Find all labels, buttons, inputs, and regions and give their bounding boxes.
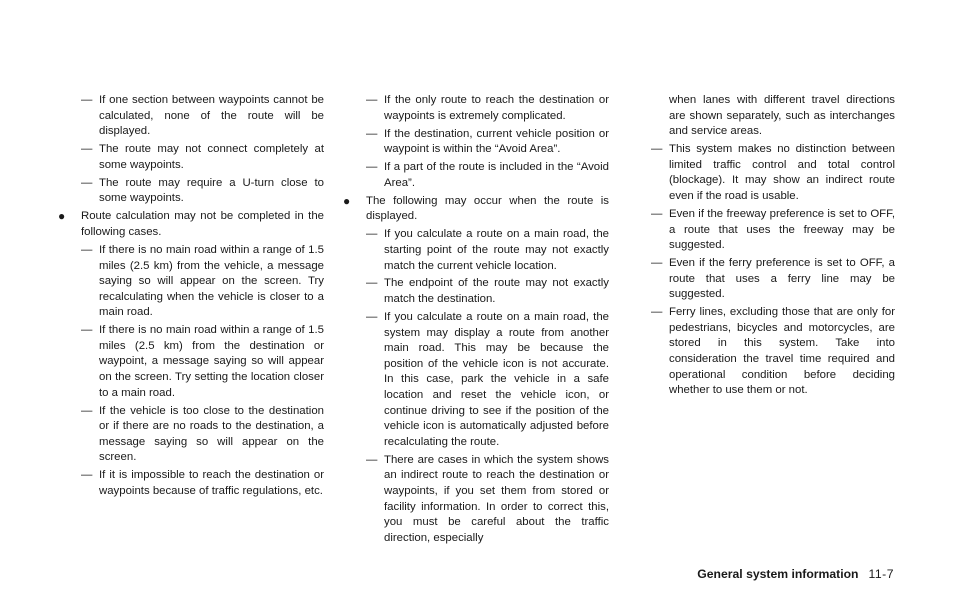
list-item-text: If you calculate a route on a main road, the starting point of the route may not exactly match the current vehicle location. [384,228,609,272]
list-item-text: The route may require a U-turn close to some waypoints. [99,176,324,205]
list-item [58,243,324,321]
list-item-text: The endpoint of the route may not exactly match the destination. [384,277,609,306]
list-item [343,160,609,191]
dash-marker: — [366,94,378,106]
bullet-item-text: The following may occur when the route is displayed. [366,194,609,223]
dash-marker: — [81,404,93,417]
list-item-text: If one section between waypoints cannot be calculated, none of the route will be displayed. [99,94,324,138]
list-item-text: If you calculate a route on a main road, the system may display a route from another main road. This may be because the position of the vehicle icon is not accurate. In this case, park the vehicle in a safe location and reset the vehicle icon, or continue driving to see if the position of the vehicle icon is automatically adjusted before recalculating the route. [384,311,609,448]
list-item-text: This system makes no distinction between limited traffic control and total control (blockage). It may show an indirect route even if the road is usable. [669,143,895,202]
list-item-text: If a part of the route is included in the “Avoid Area”. [384,161,609,189]
list-item-text: Even if the ferry preference is set to OFF, a route that uses a ferry line may be suggested. [669,257,895,301]
list-item [651,305,895,399]
list-item [343,453,609,547]
dash-marker: — [366,161,378,174]
list-item-text: If the only route to reach the destination or waypoints is extremely complicated. [384,94,609,122]
list-item-text: If there is no main road within a range of 1.5 miles (2.5 km) from the destination or waypoint, a message saying so will appear on the screen. Try setting the location closer to a main road. [99,324,324,399]
list-item [343,93,609,124]
bullet-icon: ● [58,209,66,224]
list-item [58,142,324,173]
dash-marker: — [366,277,378,290]
dash-marker: — [81,94,93,106]
list-item-text: There are cases in which the system shows an indirect route to reach the destination or waypoints, if you set them from stored or facility information. In order to correct this, you must be careful about the traffic direction, especially [384,453,609,544]
list-item [58,404,324,466]
list-item [343,310,609,450]
bullet-item [58,209,324,240]
dash-marker: — [651,143,663,156]
dash-marker: — [81,243,93,256]
page-footer [697,567,894,581]
bullet-icon: ● [343,193,351,208]
list-item [58,323,324,401]
list-item-text: Even if the freeway preference is set to OFF, a route that uses the freeway may be suggested. [669,207,895,252]
list-item [58,468,324,499]
list-item [343,276,609,307]
dash-marker: — [81,324,93,337]
list-item [343,227,609,274]
dash-marker: — [81,143,93,156]
list-item [58,176,324,207]
dash-marker: — [81,176,93,189]
dash-marker: — [366,453,378,466]
bullet-item-text: Route calculation may not be completed in the following cases. [81,210,324,238]
list-item [651,256,895,303]
list-item-text: If the destination, current vehicle position or waypoint is within the “Avoid Area”. [384,127,609,156]
list-item [651,207,895,254]
column-2 [343,93,609,549]
continuation-text: when lanes with different travel directions are shown separately, such as interchanges and service areas. [669,94,895,138]
bullet-item [343,194,609,225]
column-1 [58,93,324,502]
page-number: 11-7 [868,567,894,581]
dash-marker: — [366,228,378,241]
list-item-text: If it is impossible to reach the destination or waypoints because of traffic regulations, etc. [99,469,324,497]
list-item-text: If there is no main road within a range of 1.5 miles (2.5 km) from the vehicle, a message saying so will appear on the screen. Try recalculating when the vehicle is closer to a main road. [99,243,324,319]
list-item [343,127,609,158]
column-3 [651,93,895,401]
list-item-text: The route may not connect completely at some waypoints. [99,143,324,171]
list-item-text: If the vehicle is too close to the destination or if there are no roads to the destination, a message saying so will appear on the screen. [99,404,324,464]
section-title: General system information [697,567,859,581]
list-item [58,93,324,140]
list-item [651,142,895,204]
dash-marker: — [651,306,663,319]
dash-marker: — [366,127,378,140]
dash-marker: — [81,469,93,482]
list-item-text: Ferry lines, excluding those that are only for pedestrians, bicycles and motorcycles, are stored in this system. Take into consideration the travel time required and operational condition before deciding whether to use them or not. [669,306,895,397]
dash-marker: — [651,257,663,270]
dash-marker: — [366,311,378,324]
dash-marker: — [651,207,663,220]
